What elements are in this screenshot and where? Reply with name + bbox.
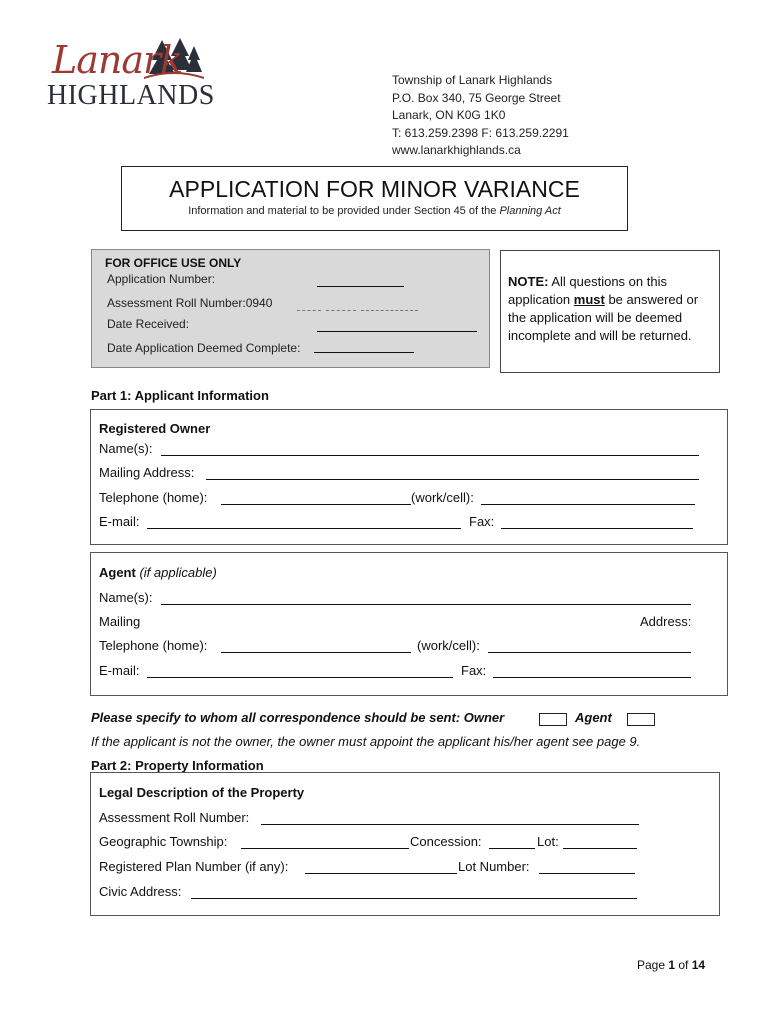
lot-label: Lot: xyxy=(537,834,559,849)
note-box xyxy=(500,250,720,373)
page-of: of xyxy=(675,958,692,972)
correspondence-agent-label: Agent xyxy=(575,710,612,725)
note-text xyxy=(508,273,718,345)
agent-phone-label: Telephone (home): xyxy=(99,638,208,653)
plan-field[interactable] xyxy=(305,873,457,874)
roll-dash-segment xyxy=(297,310,321,311)
owner-phone-label: Telephone (home): xyxy=(99,490,208,505)
page-number xyxy=(637,958,705,972)
owner-email-field[interactable] xyxy=(147,528,461,529)
roll-dash-segment xyxy=(326,310,356,311)
registered-owner-section xyxy=(90,409,728,545)
note-must: must xyxy=(573,292,605,307)
lot-number-field[interactable] xyxy=(539,873,635,874)
page-total: 14 xyxy=(691,958,706,972)
agent-email-label: E-mail: xyxy=(99,663,140,678)
property-section xyxy=(90,772,720,916)
agent-email-field[interactable] xyxy=(147,677,453,678)
lot-field[interactable] xyxy=(563,848,637,849)
roll-dash-segment xyxy=(361,310,418,311)
logo-lanark-text: Lanark xyxy=(52,38,183,82)
concession-field[interactable] xyxy=(489,848,535,849)
agent-names-field[interactable] xyxy=(161,604,691,605)
owner-mailing-label: Mailing Address: xyxy=(99,465,195,480)
agent-address-label: Address: xyxy=(640,614,692,629)
owner-email-label: E-mail: xyxy=(99,514,140,529)
contact-line: Lanark, ON K0G 1K0 xyxy=(392,108,506,122)
plan-label: Registered Plan Number (if any): xyxy=(99,859,289,874)
office-date-complete-line xyxy=(314,352,414,353)
title-box xyxy=(121,166,628,231)
concession-label: Concession: xyxy=(410,834,482,849)
lot-number-label: Lot Number: xyxy=(458,859,530,874)
subtitle-text: Information and material to be provided under Section 45 of the xyxy=(188,205,500,217)
contact-line: T: 613.259.2398 F: 613.259.2291 xyxy=(392,125,569,140)
agent-fax-field[interactable] xyxy=(493,677,691,678)
part1-heading: Part 1: Applicant Information xyxy=(91,388,269,403)
agent-checkbox[interactable] xyxy=(627,713,655,726)
office-heading: FOR OFFICE USE ONLY xyxy=(105,256,242,270)
owner-fax-field[interactable] xyxy=(501,528,693,529)
civic-address-field[interactable] xyxy=(191,898,637,899)
office-date-received-line xyxy=(317,331,477,332)
part2-heading: Part 2: Property Information xyxy=(91,758,264,773)
agent-heading-text: Agent xyxy=(99,565,136,580)
page-prefix: Page xyxy=(637,958,669,972)
owner-checkbox[interactable] xyxy=(539,713,567,726)
note-label: NOTE: xyxy=(508,274,549,289)
office-date-complete-label: Date Application Deemed Complete: xyxy=(107,341,301,355)
agent-heading-note: (if applicable) xyxy=(135,565,217,580)
owner-phone-field[interactable] xyxy=(221,504,411,505)
owner-names-field[interactable] xyxy=(161,455,699,456)
owner-work-field[interactable] xyxy=(481,504,695,505)
agent-heading xyxy=(99,565,217,580)
owner-names-label: Name(s): xyxy=(99,441,153,456)
office-roll-number-label: Assessment Roll Number:0940 xyxy=(107,296,273,310)
property-roll-label: Assessment Roll Number: xyxy=(99,810,250,825)
owner-fax-label: Fax: xyxy=(469,514,495,529)
owner-heading: Registered Owner xyxy=(99,421,211,436)
agent-section xyxy=(90,552,728,696)
contact-website: www.lanarkhighlands.ca xyxy=(392,143,521,157)
agent-fax-label: Fax: xyxy=(461,663,487,678)
page-current: 1 xyxy=(668,958,676,972)
contact-line: Township of Lanark Highlands xyxy=(392,73,553,87)
owner-work-label: (work/cell): xyxy=(411,490,474,505)
contact-line: P.O. Box 340, 75 George Street xyxy=(392,90,561,105)
logo-highlands-text: HIGHLANDS xyxy=(47,80,215,111)
township-label: Geographic Township: xyxy=(99,834,228,849)
agent-work-label: (work/cell): xyxy=(417,638,480,653)
township-field[interactable] xyxy=(241,848,409,849)
agent-phone-field[interactable] xyxy=(221,652,411,653)
contact-block xyxy=(392,72,569,160)
page-subtitle xyxy=(122,205,627,217)
note-text-1: All questions on this application xyxy=(508,274,667,307)
owner-mailing-field[interactable] xyxy=(206,479,699,480)
office-date-received-label: Date Received: xyxy=(107,317,190,331)
note-text-2: be answered or the application will be deemed incomplete and will be returned. xyxy=(508,292,699,343)
subtitle-act: Planning Act xyxy=(499,205,561,217)
agent-names-label: Name(s): xyxy=(99,590,153,605)
township-logo xyxy=(44,38,215,113)
civic-address-label: Civic Address: xyxy=(99,884,182,899)
office-app-number-label: Application Number: xyxy=(107,272,216,286)
agent-work-field[interactable] xyxy=(488,652,691,653)
page-title: APPLICATION FOR MINOR VARIANCE xyxy=(169,176,580,202)
office-use-box xyxy=(91,249,490,368)
legal-description-heading: Legal Description of the Property xyxy=(99,785,305,800)
agent-mailing-label: Mailing xyxy=(99,614,141,629)
property-roll-field[interactable] xyxy=(261,824,639,825)
office-app-number-line xyxy=(317,286,404,287)
correspondence-note: If the applicant is not the owner, the owner must appoint the applicant his/her agent see page 9. xyxy=(91,734,641,749)
correspondence-question: Please specify to whom all correspondence should be sent: Owner xyxy=(91,710,505,725)
